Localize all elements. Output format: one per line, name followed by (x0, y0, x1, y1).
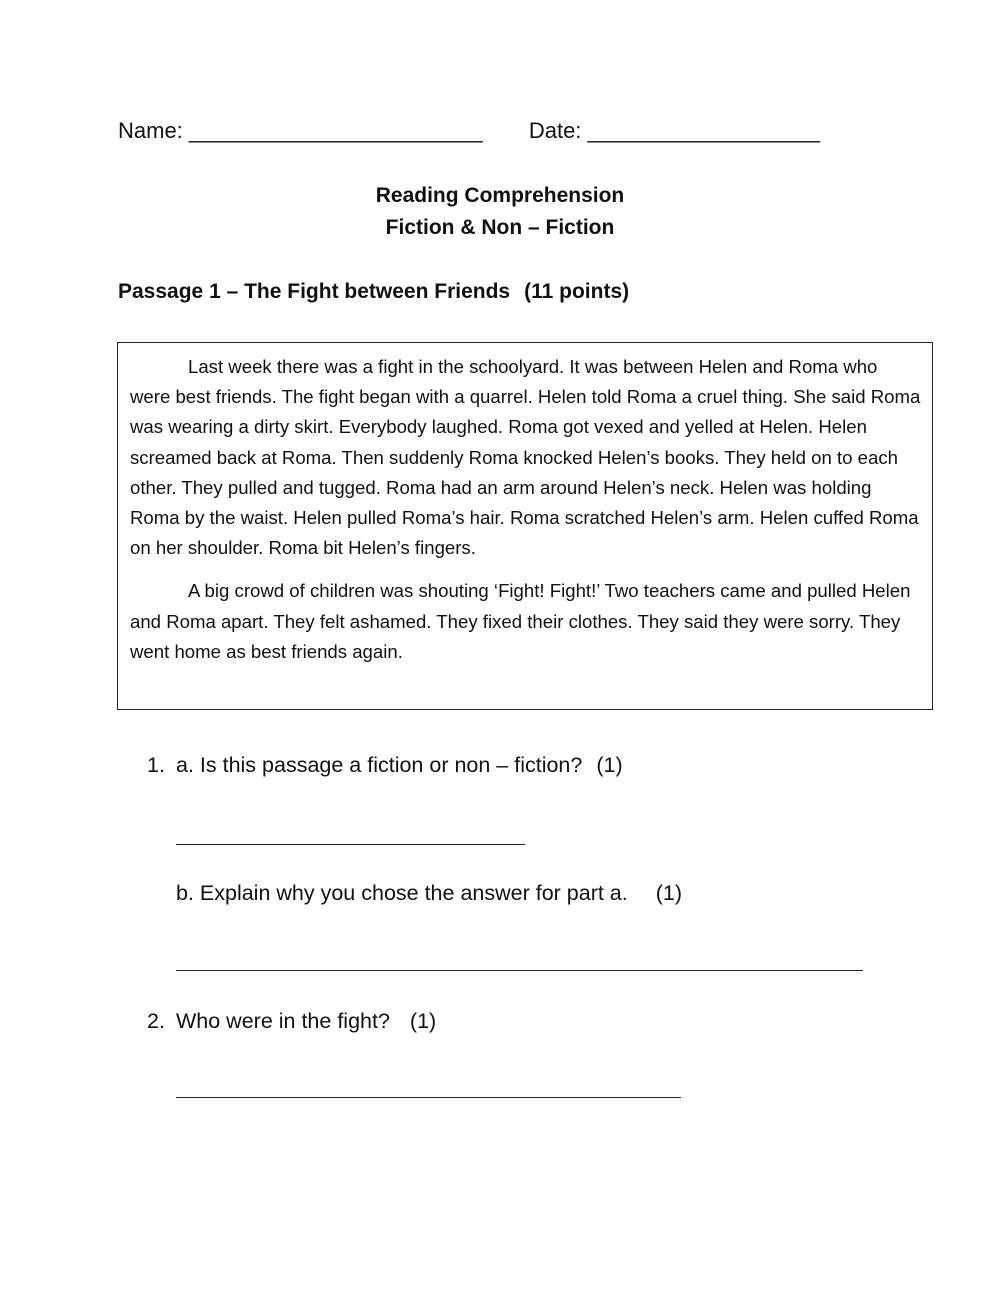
answer-line-2[interactable] (176, 1097, 681, 1098)
question-1a-points: (1) (596, 753, 623, 777)
question-1b-text (176, 881, 682, 906)
date-field[interactable]: ___________________ (587, 118, 821, 143)
question-2-prompt: Who were in the fight? (176, 1009, 390, 1033)
question-1b-prompt: b. Explain why you chose the answer for part a. (176, 881, 628, 905)
worksheet-title: Reading Comprehension (375, 184, 625, 207)
date-label: Date: (528, 118, 582, 143)
passage-heading-title: Passage 1 – The Fight between Friends (118, 280, 511, 303)
question-2-text (176, 1009, 436, 1034)
passage-paragraph-2: A big crowd of children was shouting ‘Fight! Fight!’ Two teachers came and pulled Helen and Roma apart. They felt ashamed. They fixed their clothes. They said they were sorry. They went home as best friends again. (130, 580, 911, 662)
answer-line-1a[interactable] (176, 844, 525, 845)
passage-paragraph-1: Last week there was a fight in the schoolyard. It was between Helen and Roma who were best friends. The fight began with a quarrel. Helen told Roma a cruel thing. She said Roma was wearing a dirty skirt. Everybody laughed. Roma got vexed and yelled at Helen. Helen screamed back at Roma. Then suddenly Roma knocked Helen’s books. They held on to each other. They pulled and tugged. Roma had an arm around Helen’s neck. Helen was holding Roma by the waist. Helen pulled Roma’s hair. Roma scratched Helen’s arm. Helen cuffed Roma on her shoulder. Roma bit Helen’s fingers. (130, 356, 921, 559)
question-2-number: 2. (147, 1009, 165, 1033)
passage-points: (11 points) (524, 280, 630, 303)
answer-line-1b[interactable] (176, 970, 863, 971)
question-2-points: (1) (409, 1009, 437, 1033)
question-1b-points: (1) (655, 881, 683, 905)
passage-box (117, 342, 933, 710)
worksheet-subtitle: Fiction & Non – Fiction (385, 216, 615, 239)
question-1a-text (176, 753, 623, 778)
passage-heading (118, 280, 629, 304)
name-date-row (118, 118, 820, 144)
name-field[interactable]: ________________________ (188, 118, 483, 143)
question-1-number: 1. (147, 753, 165, 777)
name-label: Name: (118, 118, 183, 143)
question-1a-prompt: a. Is this passage a fiction or non – fiction? (176, 753, 583, 777)
